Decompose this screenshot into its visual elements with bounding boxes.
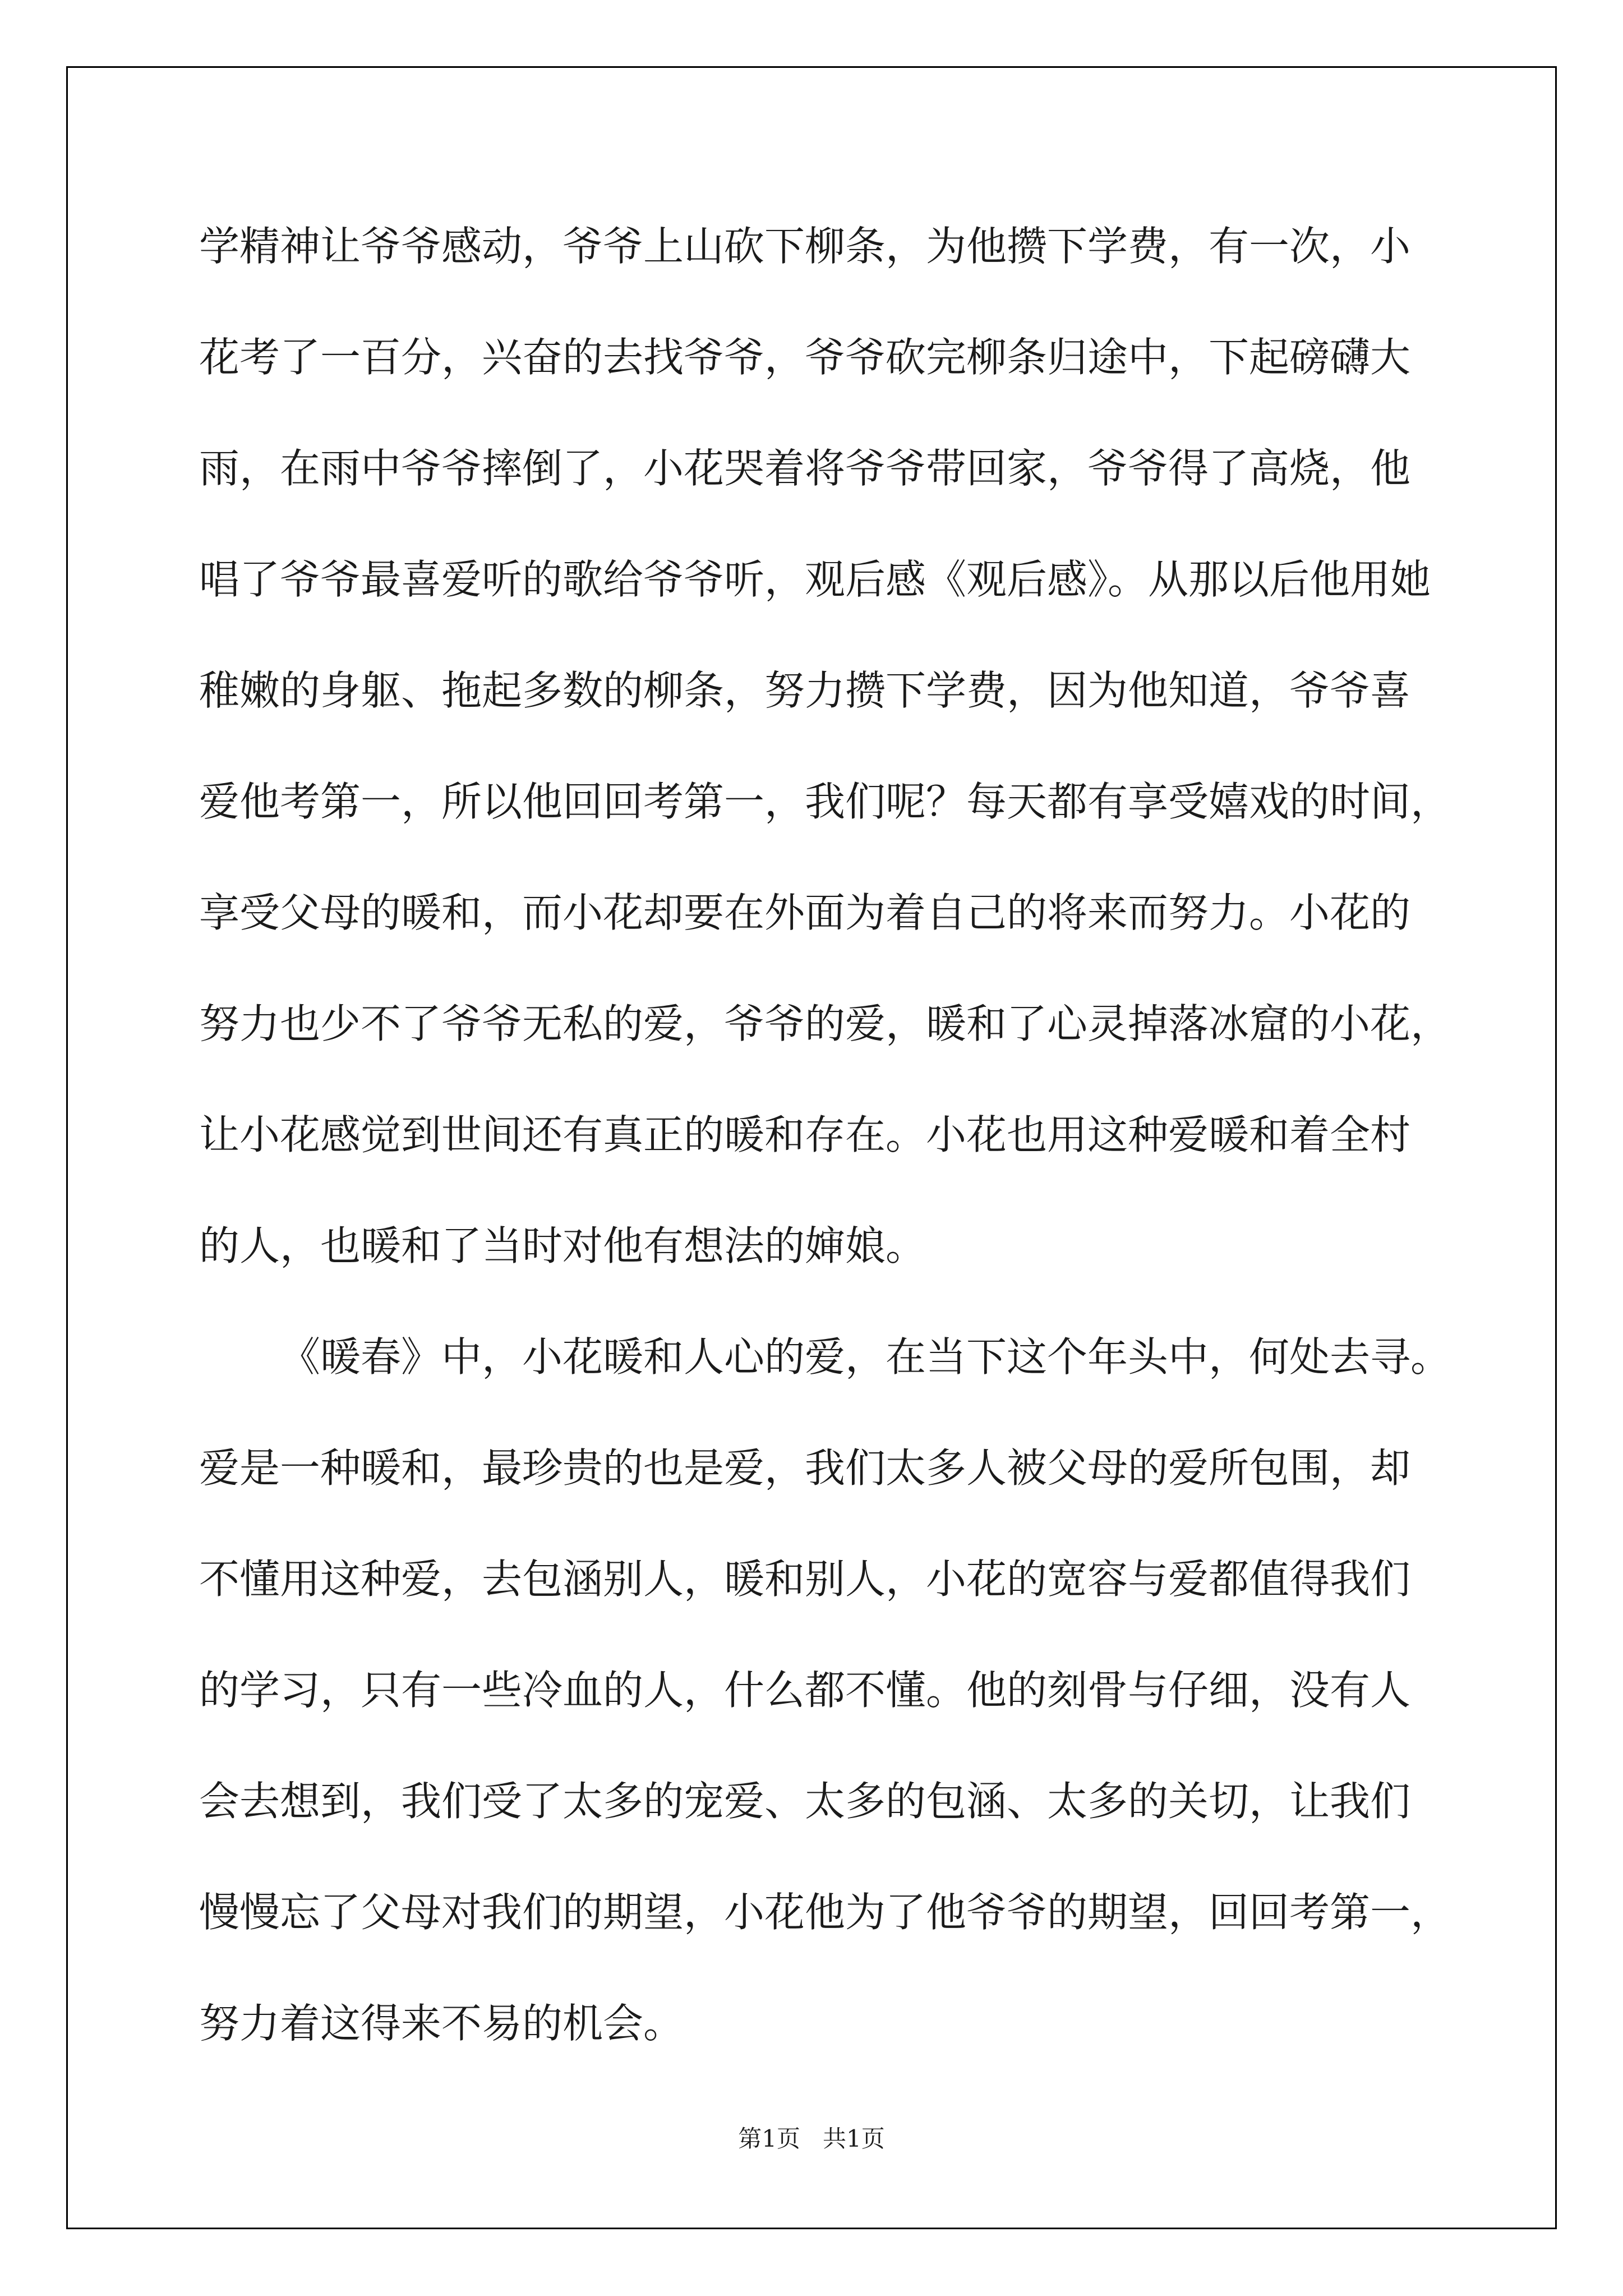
text-line: 的人，也暖和了当时对他有想法的婶娘。 (199, 1222, 926, 1269)
text-line: 花考了一百分，兴奋的去找爷爷，爷爷砍完柳条归途中，下起磅礴大 (199, 334, 1411, 381)
document-body (199, 191, 1461, 2079)
paragraph-1 (199, 191, 1461, 1301)
text-line: 稚嫩的身躯、拖起多数的柳条，努力攒下学费，因为他知道，爷爷喜 (199, 667, 1411, 714)
text-line: 会去想到，我们受了太多的宠爱、太多的包涵、太多的关切，让我们 (199, 1778, 1411, 1825)
paragraph-2 (199, 1301, 1461, 2079)
text-line: 的学习，只有一些冷血的人，什么都不懂。他的刻骨与仔细，没有人 (199, 1667, 1411, 1714)
text-line: 爱他考第一，所以他回回考第一，我们呢？每天都有享受嬉戏的时间， (199, 778, 1451, 825)
text-line: 唱了爷爷最喜爱听的歌给爷爷听，观后感《观后感》。从那以后他用她 (199, 556, 1431, 603)
text-line: 雨，在雨中爷爷摔倒了，小花哭着将爷爷带回家，爷爷得了高烧，他 (199, 445, 1411, 492)
page-number-footer: 第1页 共1页 (738, 2125, 885, 2152)
text-line: 努力着这得来不易的机会。 (199, 2000, 684, 2047)
text-line: 享受父母的暖和，而小花却要在外面为着自己的将来而努力。小花的 (199, 889, 1411, 936)
text-line: 《暖春》中，小花暖和人心的爱，在当下这个年头中，何处去寻。 (280, 1333, 1451, 1381)
text-line: 让小花感觉到世间还有真正的暖和存在。小花也用这种爱暖和着全村 (199, 1111, 1411, 1158)
text-line: 爱是一种暖和，最珍贵的也是爱，我们太多人被父母的爱所包围，却 (199, 1444, 1411, 1492)
text-line: 学精神让爷爷感动，爷爷上山砍下柳条，为他攒下学费，有一次，小 (199, 223, 1411, 270)
text-line: 慢慢忘了父母对我们的期望，小花他为了他爷爷的期望，回回考第一， (199, 1889, 1451, 1936)
text-line: 不懂用这种爱，去包涵别人，暖和别人，小花的宽容与爱都值得我们 (199, 1556, 1411, 1603)
text-line: 努力也少不了爷爷无私的爱，爷爷的爱，暖和了心灵掉落冰窟的小花， (199, 1000, 1451, 1047)
